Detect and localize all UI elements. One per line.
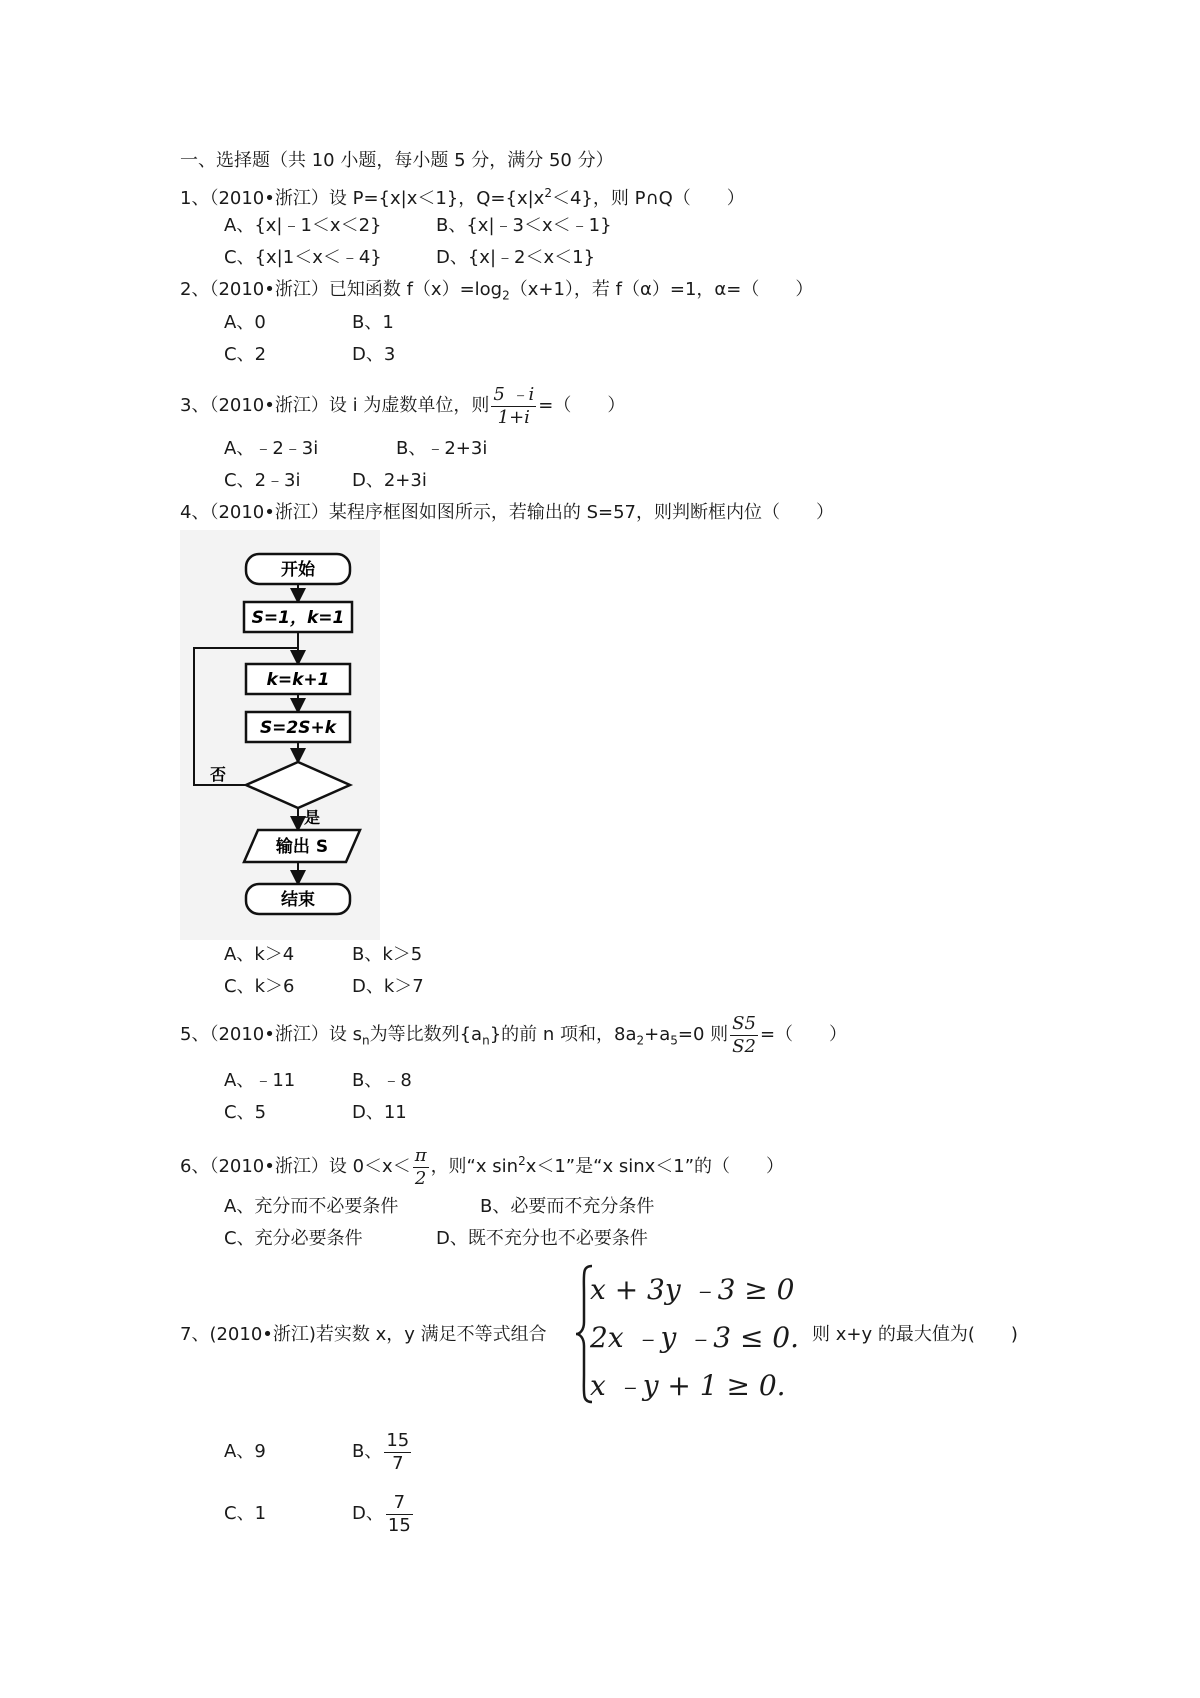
- q7-inequality-3: x ﹣y + 1 ≥ 0.: [590, 1369, 786, 1402]
- q6-stem-part-b: ，则“x sin: [430, 1156, 519, 1177]
- q5-fraction: [730, 1013, 758, 1058]
- q3-option-c[interactable]: C、2﹣3i: [224, 470, 301, 491]
- q7-option-b[interactable]: [352, 1426, 413, 1478]
- q4-option-b[interactable]: B、k＞5: [352, 944, 423, 965]
- q2-option-a[interactable]: A、0: [224, 312, 266, 333]
- q1-option-b[interactable]: B、{x|﹣3＜x＜﹣1}: [436, 215, 612, 236]
- flowchart-end-label: 结束: [281, 890, 315, 910]
- section-title: 一、选择题（共 10 小题，每小题 5 分，满分 50 分）: [180, 150, 614, 171]
- q3-option-d[interactable]: D、2+3i: [352, 470, 427, 491]
- q5-option-a[interactable]: A、﹣11: [224, 1070, 296, 1091]
- question-2-stem: [180, 279, 813, 307]
- q3-fraction-denominator: 1+i: [497, 406, 530, 428]
- flowchart-start-label: 开始: [281, 560, 315, 580]
- q6-stem-part-a: 6、（2010•浙江）设 0＜x＜: [180, 1156, 411, 1177]
- q4-option-a[interactable]: A、k＞4: [224, 944, 295, 965]
- q7-option-d-numerator: 7: [386, 1492, 413, 1515]
- question-6-stem: [180, 1134, 784, 1194]
- q5-stem-part-d: +a: [644, 1024, 671, 1045]
- question-1-stem: [180, 182, 745, 210]
- q7-option-b-denominator: 7: [392, 1452, 404, 1474]
- question-7-stem-part-b: 则 x+y 的最大值为( ): [812, 1324, 1018, 1345]
- q1-stem-part-a: 1、（2010•浙江）设 P={x|x＜1}，Q={x|x: [180, 188, 545, 209]
- q6-exponent: 2: [518, 1154, 526, 1168]
- q5-stem-part-f: =（ ）: [759, 1024, 848, 1045]
- q3-fraction: [491, 384, 536, 429]
- flowchart-output-label: 输出 S: [275, 837, 329, 857]
- q7-option-b-numerator: 15: [386, 1429, 410, 1451]
- q4-option-c[interactable]: C、k＞6: [224, 976, 295, 997]
- q6-option-a[interactable]: A、充分而不必要条件: [224, 1196, 399, 1217]
- q5-stem-part-b: 为等比数列{a: [369, 1024, 483, 1045]
- q7-option-a[interactable]: A、9: [224, 1441, 266, 1462]
- q5-sub-4: 5: [670, 1033, 678, 1048]
- q7-option-d-label: D、: [352, 1503, 384, 1524]
- q6-option-b[interactable]: B、必要而不充分条件: [480, 1196, 655, 1217]
- question-7-stem-part-a: 7、(2010•浙江)若实数 x，y 满足不等式组合: [180, 1324, 547, 1345]
- q1-stem-part-b: ＜4}，则 P∩Q（ ）: [551, 188, 745, 209]
- q5-sub-3: 2: [636, 1033, 645, 1048]
- flowchart-init-label: S=1，k=1: [251, 608, 345, 628]
- q5-sub-1: n: [361, 1033, 370, 1048]
- q7-option-b-fraction: [384, 1430, 411, 1475]
- q2-option-d[interactable]: D、3: [352, 344, 396, 365]
- q7-option-d-fraction: [386, 1492, 413, 1537]
- q5-fraction-denominator: S2: [732, 1035, 756, 1057]
- q7-option-c[interactable]: C、1: [224, 1503, 267, 1524]
- q7-inequality-2: 2x ﹣y ﹣3 ≤ 0.: [590, 1321, 800, 1354]
- q6-option-c[interactable]: C、充分必要条件: [224, 1228, 363, 1249]
- q5-fraction-numerator: S5: [732, 1012, 756, 1034]
- q4-option-d[interactable]: D、k＞7: [352, 976, 424, 997]
- q6-fraction-numerator: π: [414, 1144, 427, 1166]
- q1-option-c[interactable]: C、{x|1＜x＜﹣4}: [224, 247, 382, 268]
- q2-stem-part-a: 2、（2010•浙江）已知函数 f（x）=log: [180, 279, 503, 300]
- q5-stem-part-e: =0 则: [677, 1024, 729, 1045]
- q1-option-d[interactable]: D、{x|﹣2＜x＜1}: [436, 247, 596, 268]
- q5-stem-part-a: 5、（2010•浙江）设 s: [180, 1024, 362, 1045]
- q6-fraction-denominator: 2: [414, 1167, 427, 1189]
- q5-option-b[interactable]: B、﹣8: [352, 1070, 412, 1091]
- q2-log-base: 2: [502, 288, 510, 303]
- flowchart-yes-label: 是: [304, 808, 321, 827]
- q7-option-b-label: B、: [352, 1441, 383, 1462]
- flowchart-step2-label: S=2S+k: [259, 718, 337, 738]
- flowchart-step1-label: k=k+1: [266, 670, 330, 690]
- q5-sub-2: n: [482, 1033, 490, 1048]
- q5-option-d[interactable]: D、11: [352, 1102, 407, 1123]
- question-5-stem: [180, 1008, 847, 1068]
- question-4-stem: 4、（2010•浙江）某程序框图如图所示，若输出的 S=57，则判断框内位（ ）: [180, 502, 835, 523]
- question-3-stem: [180, 380, 625, 432]
- q6-fraction: [413, 1145, 429, 1190]
- q5-option-c[interactable]: C、5: [224, 1102, 267, 1123]
- q1-exponent: 2: [544, 186, 552, 200]
- q2-option-c[interactable]: C、2: [224, 344, 267, 365]
- q6-stem-part-c: x＜1”是“x sinx＜1”的（ ）: [525, 1156, 785, 1177]
- q3-option-b[interactable]: B、﹣2+3i: [396, 438, 488, 459]
- q2-option-b[interactable]: B、1: [352, 312, 394, 333]
- q1-option-a[interactable]: A、{x|﹣1＜x＜2}: [224, 215, 382, 236]
- q5-stem-part-c: }的前 n 项和，8a: [489, 1024, 637, 1045]
- q2-stem-part-b: （x+1），若 f（α）=1，α=（ ）: [509, 279, 814, 300]
- flowchart: [180, 530, 380, 940]
- q3-fraction-numerator: 5 ﹣i: [493, 383, 535, 405]
- flowchart-no-label: 否: [210, 765, 227, 784]
- q3-stem-part-b: =（ ）: [538, 395, 626, 416]
- q3-stem-part-a: 3、（2010•浙江）设 i 为虚数单位，则: [180, 395, 490, 416]
- q7-inequality-1: x + 3y ﹣3 ≥ 0: [590, 1273, 795, 1306]
- q6-option-d[interactable]: D、既不充分也不必要条件: [436, 1228, 648, 1249]
- q3-option-a[interactable]: A、﹣2﹣3i: [224, 438, 319, 459]
- q7-option-d[interactable]: [352, 1488, 415, 1540]
- q7-option-d-denominator: 15: [387, 1514, 411, 1536]
